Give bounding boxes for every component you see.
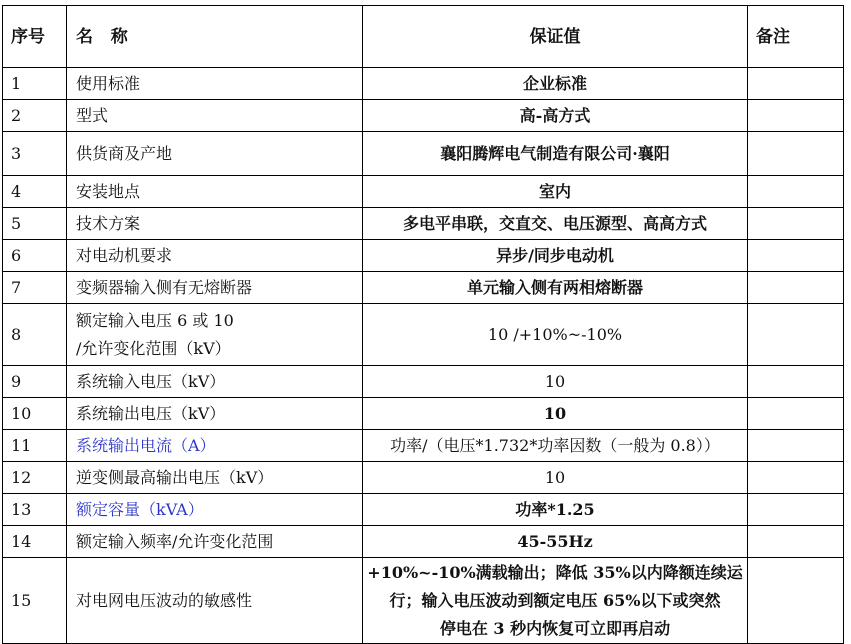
row-no: 6 (3, 240, 67, 272)
table-row (3, 494, 844, 526)
row-name: 系统输出电压（kV） (67, 398, 363, 430)
table-header-row (3, 6, 844, 68)
table-row (3, 462, 844, 494)
row-name: 安装地点 (67, 176, 363, 208)
row-value: 10 (363, 462, 748, 494)
row-value: 高-高方式 (363, 100, 748, 132)
table-row (3, 398, 844, 430)
row-name: 型式 (67, 100, 363, 132)
row-value: 10 (363, 398, 748, 430)
table-row (3, 68, 844, 100)
row-no: 13 (3, 494, 67, 526)
row-remark (748, 494, 844, 526)
spec-table (2, 5, 844, 644)
table-row (3, 240, 844, 272)
table-row (3, 304, 844, 366)
table-row (3, 132, 844, 176)
row-remark (748, 304, 844, 366)
table-row (3, 176, 844, 208)
row-remark (748, 272, 844, 304)
row-no: 11 (3, 430, 67, 462)
row-value: 10 /+10%~-10% (363, 304, 748, 366)
table-row (3, 272, 844, 304)
row-value: 功率/（电压*1.732*功率因数（一般为 0.8）） (363, 430, 748, 462)
row-value-line: 行；输入电压波动到额定电压 65%以下或突然 (389, 590, 721, 610)
row-name: 供货商及产地 (67, 132, 363, 176)
row-no: 7 (3, 272, 67, 304)
row-value (363, 558, 748, 644)
row-name: 系统输入电压（kV） (67, 366, 363, 398)
row-name: 变频器输入侧有无熔断器 (67, 272, 363, 304)
row-value: 室内 (363, 176, 748, 208)
table-row (3, 526, 844, 558)
row-remark (748, 366, 844, 398)
row-value: 单元输入侧有两相熔断器 (363, 272, 748, 304)
row-remark (748, 558, 844, 644)
row-no: 4 (3, 176, 67, 208)
row-remark (748, 462, 844, 494)
row-value-line: 停电在 3 秒内恢复可立即再启动 (439, 618, 671, 638)
table-row (3, 100, 844, 132)
row-remark (748, 398, 844, 430)
table-row (3, 366, 844, 398)
row-value-line: +10%~-10%满载输出；降低 35%以内降额连续运 (367, 562, 743, 582)
table-row (3, 558, 844, 644)
header-remark: 备注 (748, 6, 844, 68)
table-row (3, 208, 844, 240)
row-name: 对电网电压波动的敏感性 (67, 558, 363, 644)
row-no: 8 (3, 304, 67, 366)
row-value: 功率*1.25 (363, 494, 748, 526)
row-remark (748, 68, 844, 100)
row-name-line: 额定输入电压 6 或 10 (76, 310, 234, 330)
row-no: 3 (3, 132, 67, 176)
row-name: 对电动机要求 (67, 240, 363, 272)
row-no: 15 (3, 558, 67, 644)
row-remark (748, 240, 844, 272)
table-row (3, 430, 844, 462)
row-value: 10 (363, 366, 748, 398)
row-no: 5 (3, 208, 67, 240)
row-remark (748, 100, 844, 132)
row-remark (748, 430, 844, 462)
row-name: 技术方案 (67, 208, 363, 240)
header-value: 保证值 (363, 6, 748, 68)
row-value: 多电平串联，交直交、电压源型、高高方式 (363, 208, 748, 240)
row-name: 额定输入频率/允许变化范围 (67, 526, 363, 558)
row-name-link[interactable]: 额定容量（kVA） (67, 494, 363, 526)
header-name-a: 名 (76, 26, 93, 47)
row-remark (748, 526, 844, 558)
row-name: 逆变侧最高输出电压（kV） (67, 462, 363, 494)
header-name-b: 称 (110, 26, 128, 47)
row-name-line: /允许变化范围（kV） (76, 338, 231, 358)
row-no: 14 (3, 526, 67, 558)
row-value: 异步/同步电动机 (363, 240, 748, 272)
row-value: 企业标准 (363, 68, 748, 100)
row-remark (748, 176, 844, 208)
row-remark (748, 208, 844, 240)
row-value: 襄阳腾辉电气制造有限公司·襄阳 (363, 132, 748, 176)
row-no: 10 (3, 398, 67, 430)
header-name (67, 6, 363, 68)
row-no: 9 (3, 366, 67, 398)
row-value: 45-55Hz (363, 526, 748, 558)
row-name (67, 304, 363, 366)
row-no: 2 (3, 100, 67, 132)
row-no: 12 (3, 462, 67, 494)
row-name-link[interactable]: 系统输出电流（A） (67, 430, 363, 462)
row-no: 1 (3, 68, 67, 100)
header-no: 序号 (3, 6, 67, 68)
row-remark (748, 132, 844, 176)
row-name: 使用标准 (67, 68, 363, 100)
